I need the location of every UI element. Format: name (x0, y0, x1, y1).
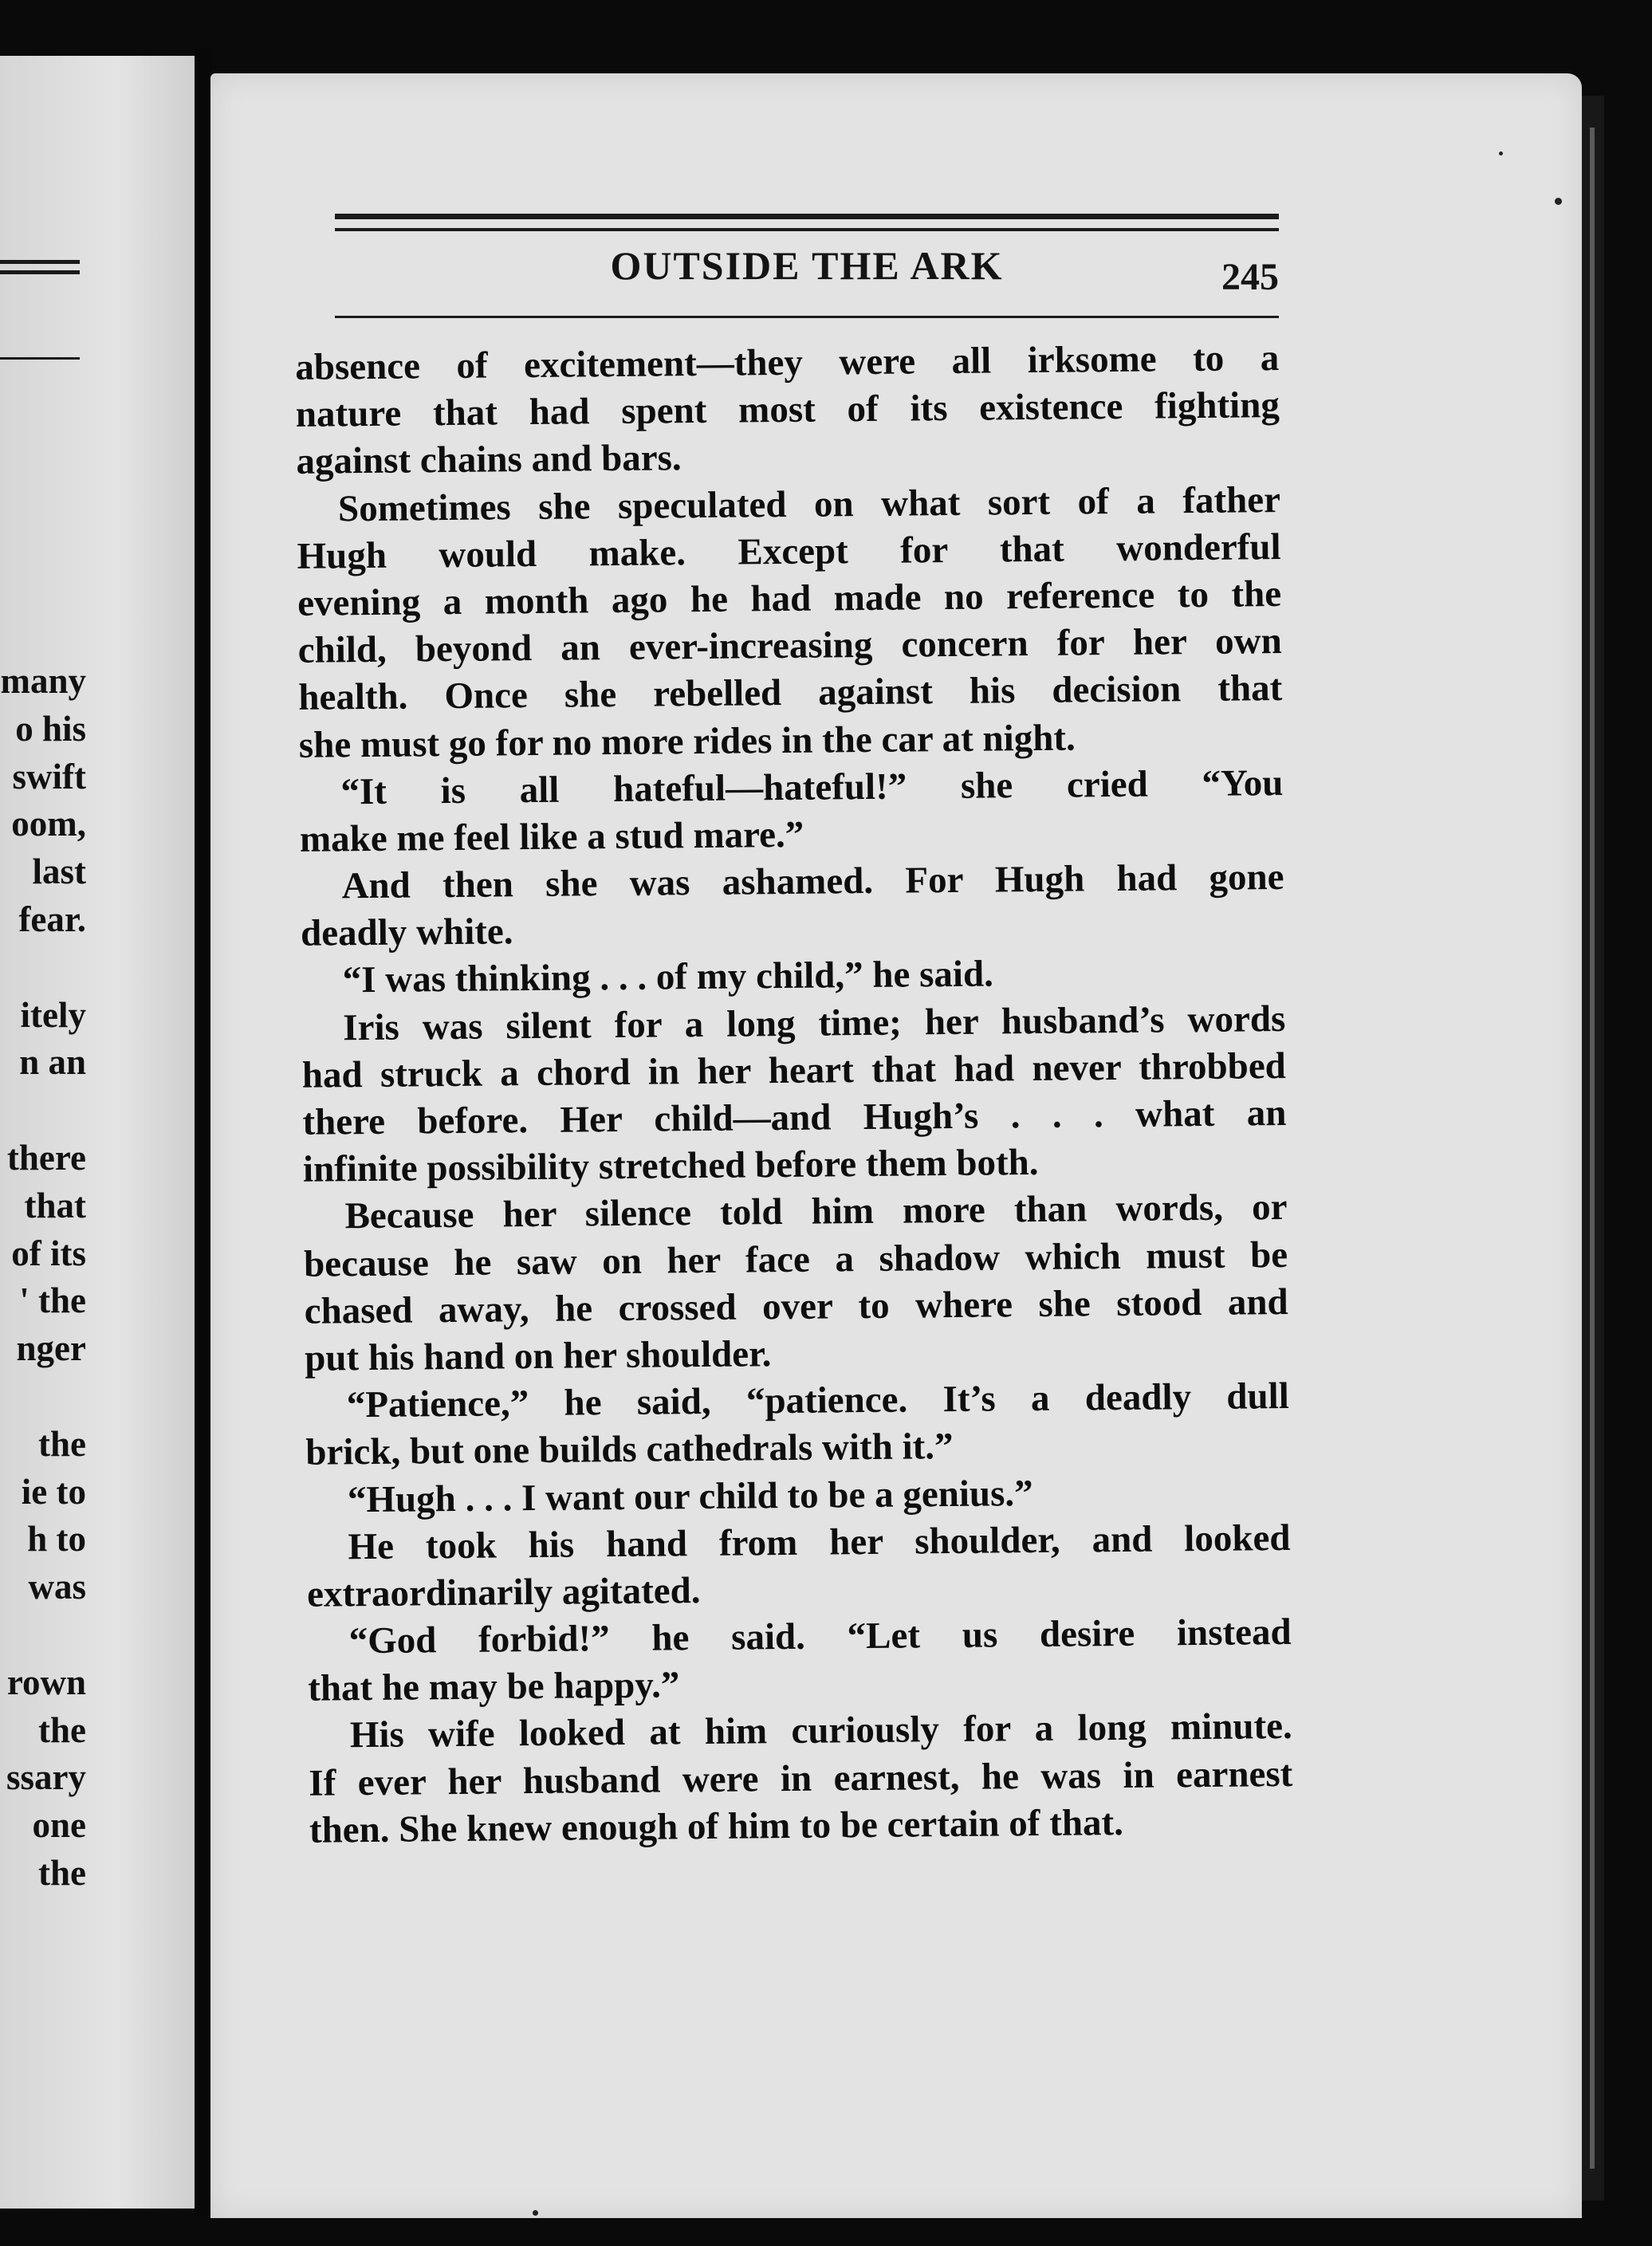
previous-page-line: rown (6, 1662, 86, 1702)
previous-page-line: the (38, 1423, 86, 1464)
text-line: “I was thinking . . . of my child,” he said. (342, 953, 994, 1001)
previous-page-line: fear. (18, 899, 86, 939)
previous-page-line (0, 944, 86, 992)
scan-speck (533, 2210, 538, 2216)
previous-page-line: the (38, 1852, 86, 1893)
text-line: His wife looked at him curiously for a long minute. (349, 1705, 1293, 1756)
previous-page-line: swift (12, 756, 86, 797)
previous-page-line: o his (15, 708, 86, 749)
text-line: Hugh would make. Except for that wonderful (297, 525, 1281, 577)
text-line: “Hugh . . . I want our child to be a genius.” (347, 1472, 1033, 1520)
text-line: evening a month ago he had made no reference to the (297, 572, 1282, 624)
text-line: “God forbid!” he said. “Let us desire instead (348, 1611, 1292, 1662)
text-line: nature that had spent most of its existence fighting (295, 384, 1280, 436)
text-line: deadly white. (300, 911, 513, 955)
previous-page-line: was (28, 1567, 86, 1607)
previous-page-line: there (6, 1137, 86, 1178)
text-line: extraordinarily agitated. (306, 1569, 701, 1615)
text-line: then. She knew enough of him to be certain of that. (309, 1801, 1124, 1851)
previous-page-line: one (32, 1805, 86, 1846)
scan-speck (1499, 151, 1503, 155)
text-line: He took his hand from her shoulder, and looked (348, 1516, 1291, 1567)
previous-page-line: itely (20, 994, 86, 1035)
text-line: had struck a chord in her heart that had never throbbed (301, 1044, 1287, 1096)
previous-page-line: many (0, 661, 86, 701)
previous-page-line: h to (27, 1519, 86, 1560)
text-line: brick, but one builds cathedrals with it.” (305, 1426, 954, 1474)
previous-page-line (0, 1611, 86, 1659)
text-line: chased away, he crossed over to where she stood and (304, 1280, 1288, 1332)
text-line: If ever her husband were in earnest, he was in earnest (309, 1752, 1293, 1804)
text-line: against chains and bars. (296, 437, 682, 483)
text-line: child, beyond an ever-increasing concern for her own (297, 620, 1282, 671)
previous-page-header-rule (0, 260, 80, 274)
previous-page-line (0, 1373, 86, 1421)
page-number: 245 (1221, 256, 1279, 298)
previous-page-line-fragments (0, 658, 86, 1898)
header-double-rule (335, 214, 1279, 231)
previous-page-fragment (0, 56, 195, 2209)
previous-page-line: last (32, 852, 86, 892)
text-line: put his hand on her shoulder. (305, 1333, 772, 1379)
body-text (295, 335, 1293, 1855)
previous-page-line: nger (16, 1328, 86, 1369)
previous-page-line: ' the (19, 1280, 86, 1321)
previous-page-header-underline (0, 357, 80, 360)
text-line: Because her silence told him more than words, or (344, 1186, 1288, 1237)
previous-page-line: oom, (11, 804, 86, 844)
running-title: OUTSIDE THE ARK (610, 243, 1004, 288)
book-gutter (195, 48, 212, 2216)
scan-speck (1555, 198, 1562, 205)
text-line: “Patience,” he said, “patience. It’s a deadly dull (346, 1375, 1290, 1426)
text-line: she must go for no more rides in the car at night. (298, 716, 1076, 766)
text-line: Iris was silent for a long time; her husband’s words (343, 997, 1286, 1048)
previous-page-line: n an (19, 1042, 86, 1083)
text-line: And then she was ashamed. For Hugh had gone (341, 856, 1284, 907)
text-line: make me feel like a stud mare.” (299, 813, 804, 860)
text-line: infinite possibility stretched before them both. (302, 1142, 1039, 1190)
previous-page-line: that (24, 1185, 86, 1225)
text-line: because he saw on her face a shadow which must be (303, 1233, 1288, 1285)
text-line: absence of excitement—they were all irksome to a (295, 336, 1280, 388)
text-line: “It is all hateful—hateful!” she cried “You (340, 761, 1284, 813)
page-edge-highlight (1590, 128, 1595, 2169)
text-line: Sometimes she speculated on what sort of a father (337, 478, 1281, 529)
text-line: there before. Her child—and Hugh’s . . . what an (302, 1092, 1287, 1143)
text-line: that he may be happy.” (307, 1664, 680, 1710)
header-underline (335, 316, 1279, 318)
previous-page-line: ssary (6, 1757, 86, 1798)
previous-page-line (0, 1087, 86, 1135)
previous-page-line: of its (11, 1233, 86, 1273)
previous-page-line: the (38, 1709, 86, 1750)
running-head (335, 242, 1279, 306)
previous-page-line: ie to (21, 1471, 86, 1512)
text-line: health. Once she rebelled against his decision that (298, 667, 1283, 719)
